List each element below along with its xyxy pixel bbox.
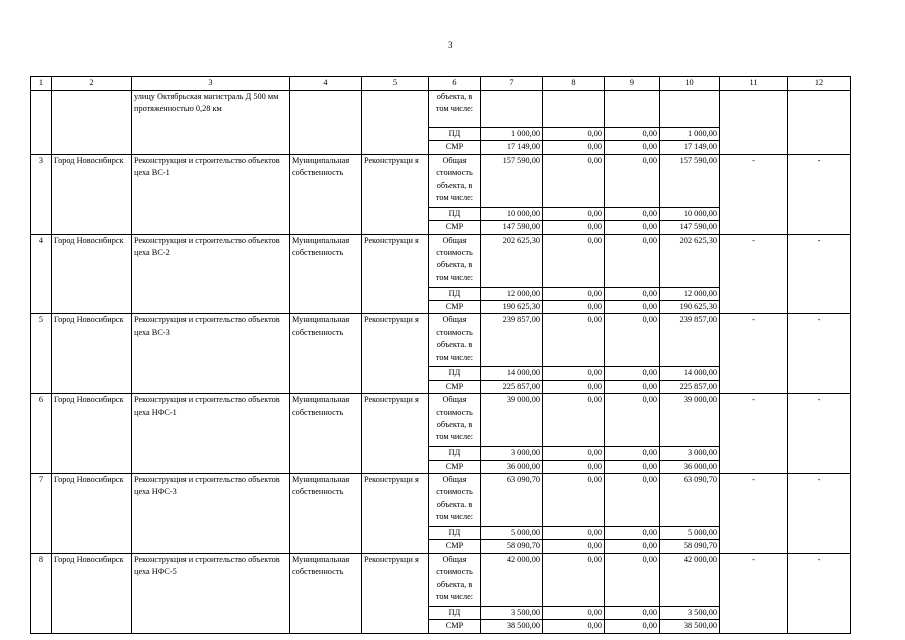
cell-v10: 239 857,00 [660, 314, 720, 367]
cell-ownership [290, 91, 362, 155]
cell-v8: 0,00 [543, 234, 605, 287]
cell-type: Реконструкци я [362, 234, 429, 314]
cell-pd-v9: 0,00 [605, 447, 660, 460]
cell-num: 4 [31, 234, 52, 314]
cell-v9: 0,00 [605, 314, 660, 367]
cell-ownership: Муниципальная собственность [290, 394, 362, 474]
col-header: 4 [290, 77, 362, 91]
cell-v11: - [720, 394, 788, 474]
cell-city: Город Новосибирск [52, 234, 132, 314]
cell-cost-label: Общая стоимость объекта, в том числе: [429, 234, 481, 287]
col-header: 1 [31, 77, 52, 91]
cell-pd-v9: 0,00 [605, 606, 660, 619]
cell-smr-label: СМР [429, 221, 481, 234]
cell-v8: 0,00 [543, 474, 605, 527]
cell-pd-v8: 0,00 [543, 527, 605, 540]
cell-num: 5 [31, 314, 52, 394]
cell-pd-label: ПД [429, 207, 481, 220]
col-header: 6 [429, 77, 481, 91]
cell-v8: 0,00 [543, 553, 605, 606]
cell-v10 [660, 91, 720, 128]
header-row [31, 77, 851, 91]
cell-smr-v9: 0,00 [605, 620, 660, 633]
cell-smr-v8: 0,00 [543, 221, 605, 234]
cell-num: 3 [31, 154, 52, 234]
cell-type: Реконструкци я [362, 154, 429, 234]
cell-v11: - [720, 234, 788, 314]
cell-pd-v10: 10 000,00 [660, 207, 720, 220]
table-row [31, 394, 851, 447]
cell-pd-v8: 0,00 [543, 447, 605, 460]
cell-smr-v7: 17 149,00 [481, 141, 543, 154]
col-header: 5 [362, 77, 429, 91]
table-row [31, 234, 851, 287]
cell-smr-v10: 17 149,00 [660, 141, 720, 154]
cell-type: Реконструкци я [362, 553, 429, 633]
cell-v10: 157 590,00 [660, 154, 720, 207]
cell-cost-label: Общая стоимость объекта. в том числе: [429, 474, 481, 527]
cell-pd-label: ПД [429, 606, 481, 619]
cell-pd-v10: 14 000,00 [660, 367, 720, 380]
cell-v10: 42 000,00 [660, 553, 720, 606]
cell-ownership: Муниципальная собственность [290, 474, 362, 554]
cell-smr-v10: 225 857,00 [660, 380, 720, 393]
col-header: 8 [543, 77, 605, 91]
cell-v11: - [720, 154, 788, 234]
cell-pd-v8: 0,00 [543, 287, 605, 300]
cell-smr-label: СМР [429, 540, 481, 553]
cell-city: Город Новосибирск [52, 314, 132, 394]
cell-name: Реконструкция и строительство объектов цеха НФС-5 [132, 553, 290, 633]
cell-pd-v9: 0,00 [605, 367, 660, 380]
cell-smr-v7: 225 857,00 [481, 380, 543, 393]
cell-smr-v10: 38 500,00 [660, 620, 720, 633]
cell-pd-v8: 0,00 [543, 367, 605, 380]
cell-pd-v7: 3 000,00 [481, 447, 543, 460]
cell-pd-v8: 0,00 [543, 128, 605, 141]
cell-pd-v10: 5 000,00 [660, 527, 720, 540]
cell-num: 7 [31, 474, 52, 554]
cell-smr-v10: 58 090,70 [660, 540, 720, 553]
cell-smr-v8: 0,00 [543, 301, 605, 314]
cell-pd-v9: 0,00 [605, 207, 660, 220]
cell-ownership: Муниципальная собственность [290, 553, 362, 633]
cell-smr-v9: 0,00 [605, 460, 660, 473]
cell-name: Реконструкция и строительство объектов цеха ВС-2 [132, 234, 290, 314]
cell-city: Город Новосибирск [52, 553, 132, 633]
cell-name: Реконструкция и строительство объектов цеха НФС-1 [132, 394, 290, 474]
cell-v12: - [788, 394, 851, 474]
cell-pd-v9: 0,00 [605, 128, 660, 141]
cell-v7: 157 590,00 [481, 154, 543, 207]
cell-pd-v7: 3 500,00 [481, 606, 543, 619]
cell-ownership: Муниципальная собственность [290, 234, 362, 314]
cell-pd-v10: 3 500,00 [660, 606, 720, 619]
col-header: 11 [720, 77, 788, 91]
cell-num: 8 [31, 553, 52, 633]
cell-city: Город Новосибирск [52, 474, 132, 554]
cell-smr-v10: 36 000,00 [660, 460, 720, 473]
col-header: 12 [788, 77, 851, 91]
cell-v11: - [720, 553, 788, 633]
cell-type: Реконструкци я [362, 474, 429, 554]
cell-name: улицу Октябрьская магистраль Д 500 мм протяженностью 0,28 км [132, 91, 290, 155]
cell-type: Реконструкци я [362, 394, 429, 474]
cell-city [52, 91, 132, 155]
col-header: 9 [605, 77, 660, 91]
cell-cost-label: Общая стоимость объекта, в том числе: [429, 394, 481, 447]
cell-type: Реконструкци я [362, 314, 429, 394]
cell-pd-v9: 0,00 [605, 287, 660, 300]
cell-v8: 0,00 [543, 154, 605, 207]
cell-pd-v10: 3 000,00 [660, 447, 720, 460]
cell-pd-v7: 5 000,00 [481, 527, 543, 540]
table-row [31, 154, 851, 207]
cell-v7 [481, 91, 543, 128]
cell-smr-v7: 38 500,00 [481, 620, 543, 633]
cell-v8: 0,00 [543, 394, 605, 447]
cell-v10: 63 090,70 [660, 474, 720, 527]
cell-name: Реконструкция и строительство объектов цеха ВС-3 [132, 314, 290, 394]
cell-smr-v7: 58 090,70 [481, 540, 543, 553]
col-header: 3 [132, 77, 290, 91]
cell-v7: 63 090,70 [481, 474, 543, 527]
cell-smr-v9: 0,00 [605, 141, 660, 154]
table-row-continuation [31, 91, 851, 128]
cell-pd-v9: 0,00 [605, 527, 660, 540]
cell-smr-v7: 190 625,30 [481, 301, 543, 314]
cell-cost-label: Общая стоимость объекта, в том числе: [429, 553, 481, 606]
cell-city: Город Новосибирск [52, 154, 132, 234]
cell-smr-v10: 147 590,00 [660, 221, 720, 234]
cell-smr-label: СМР [429, 460, 481, 473]
cell-smr-v8: 0,00 [543, 380, 605, 393]
cell-name: Реконструкция и строительство объектов цеха ВС-1 [132, 154, 290, 234]
cell-pd-v10: 1 000,00 [660, 128, 720, 141]
cell-v9: 0,00 [605, 474, 660, 527]
cell-cost-label: Общая стоимость объекта, в том числе: [429, 154, 481, 207]
table-row [31, 474, 851, 527]
cell-pd-label: ПД [429, 447, 481, 460]
cell-pd-v8: 0,00 [543, 606, 605, 619]
cell-v10: 39 000,00 [660, 394, 720, 447]
table-row [31, 314, 851, 367]
cell-v8: 0,00 [543, 314, 605, 367]
cell-pd-label: ПД [429, 128, 481, 141]
cell-pd-label: ПД [429, 367, 481, 380]
cell-smr-v10: 190 625,30 [660, 301, 720, 314]
cell-num: 6 [31, 394, 52, 474]
cell-v7: 42 000,00 [481, 553, 543, 606]
cell-smr-v8: 0,00 [543, 620, 605, 633]
cell-cost-label: объекта, в том числе: [429, 91, 481, 128]
cell-ownership: Муниципальная собственность [290, 314, 362, 394]
cell-num [31, 91, 52, 155]
cell-v12: - [788, 154, 851, 234]
cell-v9: 0,00 [605, 394, 660, 447]
col-header: 10 [660, 77, 720, 91]
cell-ownership: Муниципальная собственность [290, 154, 362, 234]
page-number: 3 [448, 40, 453, 50]
col-header: 2 [52, 77, 132, 91]
cell-v7: 239 857,00 [481, 314, 543, 367]
cell-smr-v9: 0,00 [605, 380, 660, 393]
cell-v11: - [720, 314, 788, 394]
cell-type [362, 91, 429, 155]
cell-smr-v8: 0,00 [543, 540, 605, 553]
cell-v11: - [720, 474, 788, 554]
cell-pd-label: ПД [429, 527, 481, 540]
cell-v9: 0,00 [605, 154, 660, 207]
cell-smr-label: СМР [429, 301, 481, 314]
cell-smr-v8: 0,00 [543, 460, 605, 473]
cell-v12: - [788, 474, 851, 554]
cell-smr-v8: 0,00 [543, 141, 605, 154]
cell-smr-v9: 0,00 [605, 540, 660, 553]
cell-smr-label: СМР [429, 141, 481, 154]
cell-smr-v9: 0,00 [605, 301, 660, 314]
cell-v7: 202 625,30 [481, 234, 543, 287]
cell-pd-v7: 12 000,00 [481, 287, 543, 300]
cell-smr-label: СМР [429, 380, 481, 393]
cell-pd-v7: 1 000,00 [481, 128, 543, 141]
cell-v9: 0,00 [605, 553, 660, 606]
cell-city: Город Новосибирск [52, 394, 132, 474]
cell-v11 [720, 91, 788, 155]
cell-name: Реконструкция и строительство объектов цеха НФС-3 [132, 474, 290, 554]
cell-v12: - [788, 314, 851, 394]
cell-pd-v10: 12 000,00 [660, 287, 720, 300]
cell-v9: 0,00 [605, 234, 660, 287]
cell-v12: - [788, 234, 851, 314]
cell-pd-v7: 10 000,00 [481, 207, 543, 220]
investment-table [30, 76, 851, 634]
cell-v12 [788, 91, 851, 155]
cell-pd-v7: 14 000,00 [481, 367, 543, 380]
cell-v7: 39 000,00 [481, 394, 543, 447]
cell-cost-label: Общая стоимость объекта. в том числе: [429, 314, 481, 367]
cell-v8 [543, 91, 605, 128]
cell-smr-v9: 0,00 [605, 221, 660, 234]
table-row [31, 553, 851, 606]
cell-v12: - [788, 553, 851, 633]
col-header: 7 [481, 77, 543, 91]
cell-smr-v7: 147 590,00 [481, 221, 543, 234]
cell-pd-v8: 0,00 [543, 207, 605, 220]
cell-v9 [605, 91, 660, 128]
cell-v10: 202 625,30 [660, 234, 720, 287]
cell-pd-label: ПД [429, 287, 481, 300]
cell-smr-v7: 36 000,00 [481, 460, 543, 473]
cell-smr-label: СМР [429, 620, 481, 633]
